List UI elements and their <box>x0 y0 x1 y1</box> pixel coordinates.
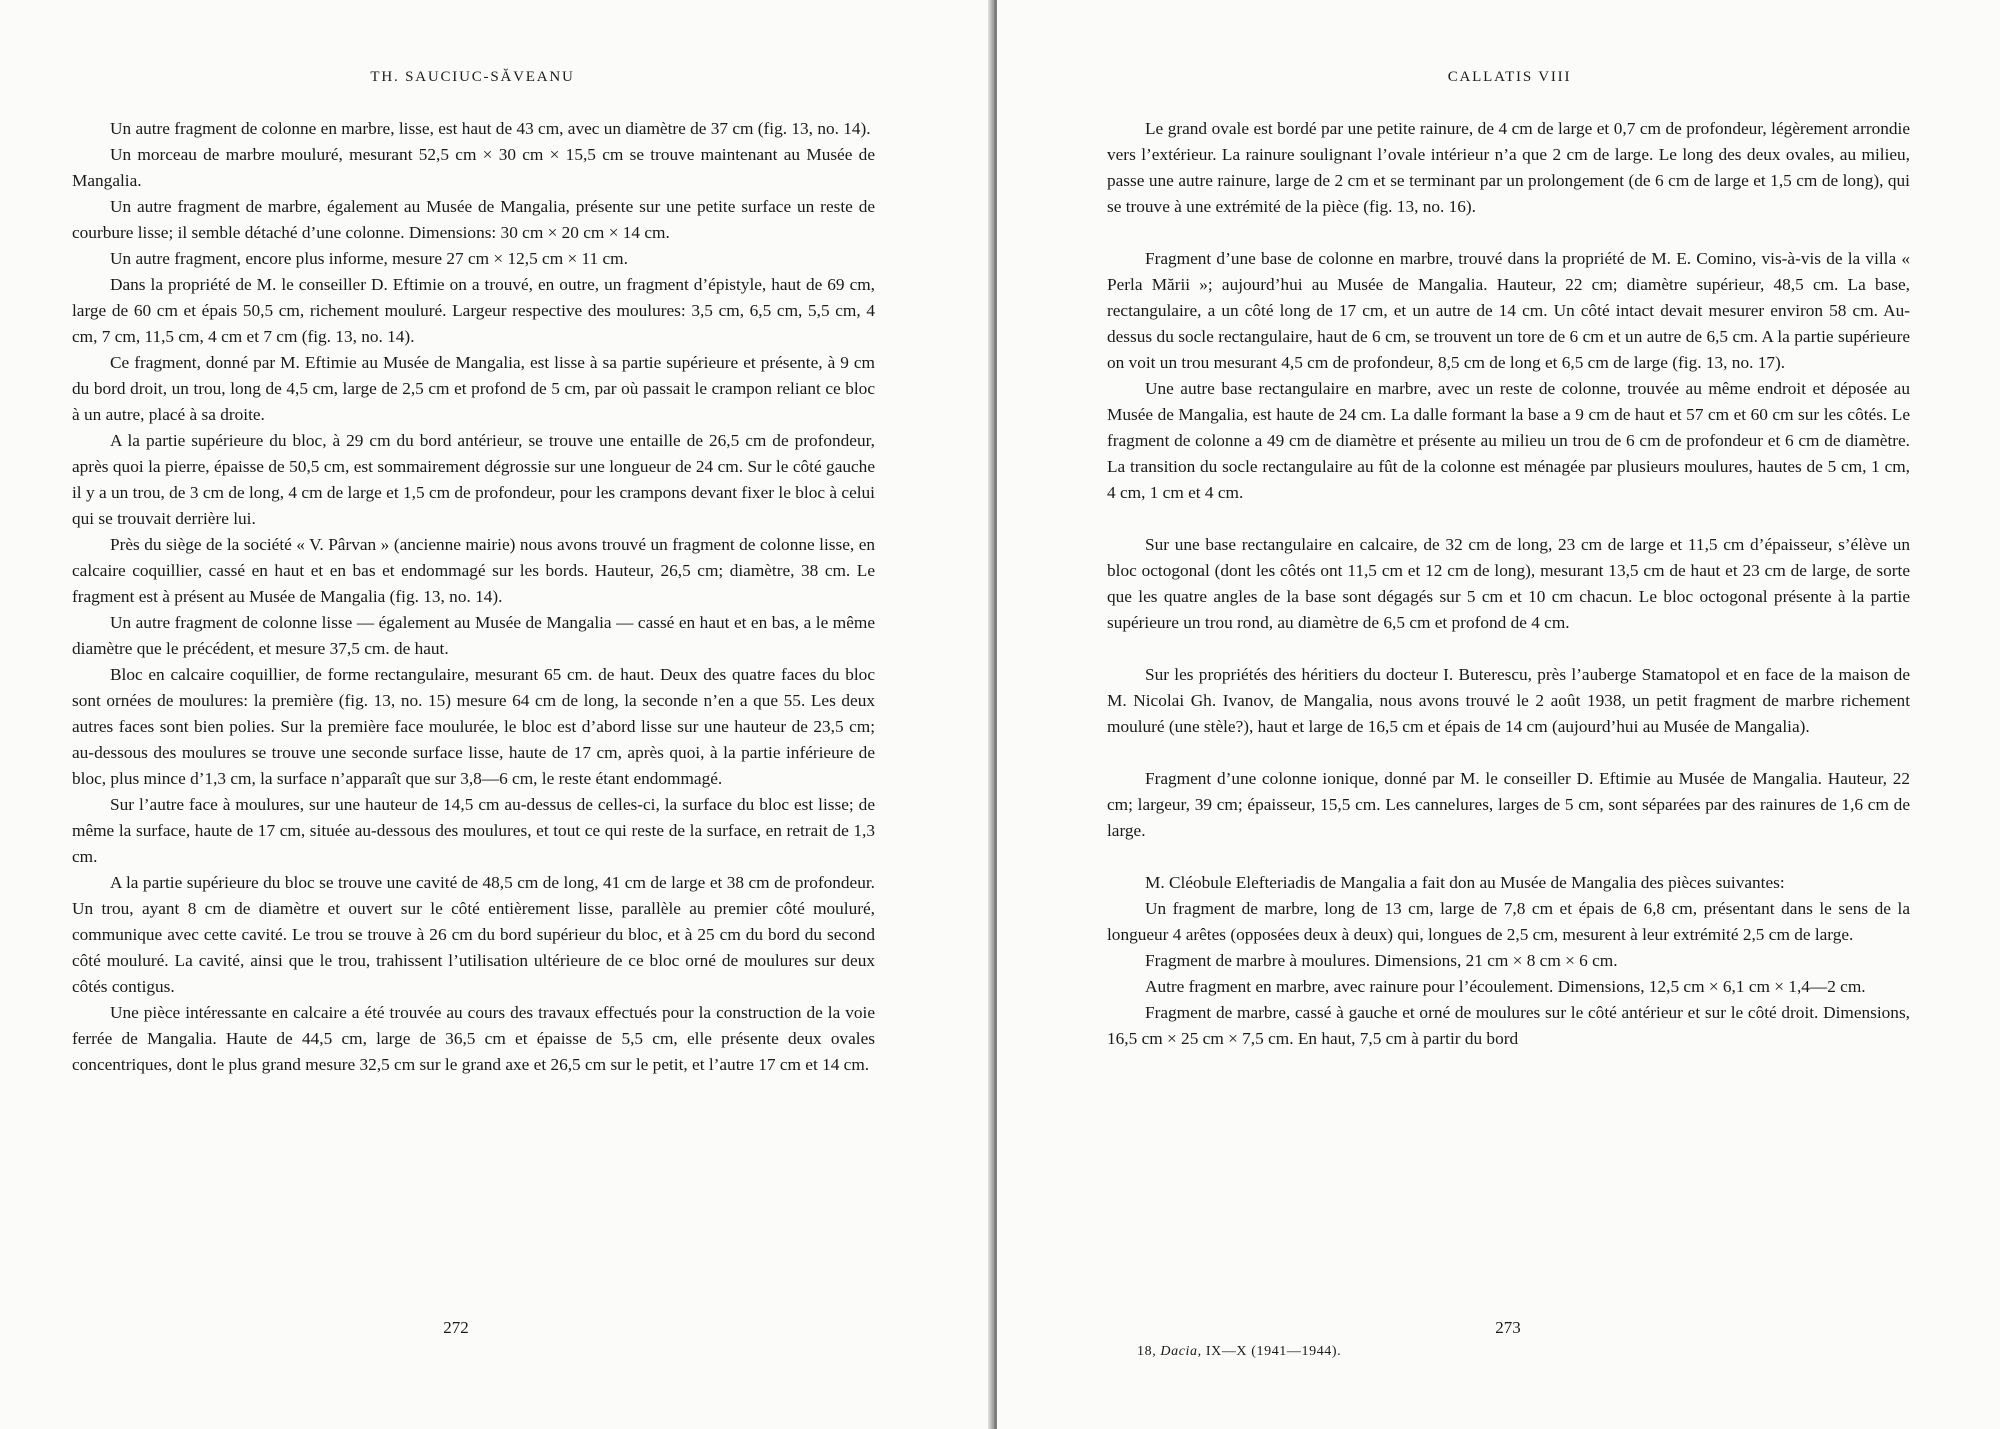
paragraph: Sur l’autre face à moulures, sur une hauteur de 14,5 cm au-dessus de celles-ci, la surface du bloc est lisse; de même la surface, haute de 17 cm, située au-dessous des moulures, et tout ce qui reste de la surface, en retrait de 1,3 cm. <box>72 795 875 866</box>
page-number: 273 <box>1495 1318 1521 1337</box>
paragraph: Un autre fragment de marbre, également au Musée de Mangalia, présente sur une petite surface un reste de courbure lisse; il semble détaché d’une colonne. Dimensions: 30 cm × 20 cm × 14 cm. <box>72 197 875 242</box>
paragraph: M. Cléobule Elefteriadis de Mangalia a fait don au Musée de Mangalia des pièces suivantes: <box>1145 873 1785 892</box>
paragraph: Une autre base rectangulaire en marbre, avec un reste de colonne, trouvée au même endroit et déposée au Musée de Mangalia, est haute de 24 cm. La dalle formant la base a 9 cm de haut et 57 cm et 60 cm sur les côtés. Le fragment de colonne a 49 cm de diamètre et présente au milieu un trou de 6 cm de profondeur et 6 cm de diamètre. La transition du socle rectangulaire au fût de la colonne est ménagée par plusieurs moulures, hautes de 5 cm, 1 cm, 4 cm, 1 cm et 4 cm. <box>1107 379 1910 502</box>
left-page <box>0 0 993 1429</box>
paragraph: A la partie supérieure du bloc se trouve une cavité de 48,5 cm de long, 41 cm de large et 38 cm de profondeur. Un trou, ayant 8 cm de diamètre et ouvert sur le côté entièrement lisse, parallèle au premier côté mouluré, communique avec cette cavité. Le trou se trouve à 26 cm du bord supérieur du bloc, et à 25 cm du bord du second côté mouluré. La cavité, ainsi que le trou, trahissent l’utilisation ultérieure de ce bloc orné de moulures sur deux côtés contigus. <box>72 873 875 996</box>
right-page-body <box>1107 116 1910 1052</box>
paragraph: Fragment de marbre, cassé à gauche et orné de moulures sur le côté antérieur et sur le côté droit. Dimensions, 16,5 cm × 25 cm × 7,5 cm. En haut, 7,5 cm à partir du bord <box>1107 1003 1910 1048</box>
paragraph: Sur une base rectangulaire en calcaire, de 32 cm de long, 23 cm de large et 11,5 cm d’épaisseur, s’élève un bloc octogonal (dont les côtés ont 11,5 cm et 12 cm de long), mesurant 13,5 cm de haut et 23 cm de large, de sorte que les quatre angles de la base sont dégagés sur 5 cm et 10 cm chacun. Le bloc octogonal présente à la partie supérieure un trou rond, au diamètre de 6,5 cm et profond de 4 cm. <box>1107 535 1910 632</box>
paragraph: Ce fragment, donné par M. Eftimie au Musée de Mangalia, est lisse à sa partie supérieure et présente, à 9 cm du bord droit, un trou, long de 4,5 cm, large de 2,5 cm et profond de 5 cm, par où passait le crampon reliant ce bloc à un autre, placé à sa droite. <box>72 353 875 424</box>
paragraph: Dans la propriété de M. le conseiller D. Eftimie on a trouvé, en outre, un fragment d’épistyle, haut de 69 cm, large de 60 cm et épais 50,5 cm, richement mouluré. Largeur respective des moulures: 3,5 cm, 6,5 cm, 5,5 cm, 4 cm, 7 cm, 11,5 cm, 4 cm et 7 cm (fig. 13, no. 14). <box>72 275 875 346</box>
running-head-author: TH. SAUCIUC-SĂVEANU <box>370 69 575 85</box>
paragraph: Fragment d’une colonne ionique, donné par M. le conseiller D. Eftimie au Musée de Mangalia. Hauteur, 22 cm; largeur, 39 cm; épaisseur, 15,5 cm. Les cannelures, larges de 5 cm, sont séparées par des rainures de 1,6 cm de large. <box>1107 769 1910 840</box>
right-page <box>997 0 2000 1429</box>
footer-volume: IX—X (1941—1944). <box>1205 1344 1342 1359</box>
paragraph: Bloc en calcaire coquillier, de forme rectangulaire, mesurant 65 cm. de haut. Deux des quatre faces du bloc sont ornées de moulures: la première (fig. 13, no. 15) mesure 64 cm de long, la seconde n’en a que 55. Les deux autres faces sont bien polies. Sur la première face moulurée, le bloc est d’abord lisse sur une hauteur de 23,5 cm; au-dessous des moulures se trouve une seconde surface lisse, haute de 17 cm, après quoi, à la partie inférieure de bloc, plus mince d’1,3 cm, la surface n’apparaît que sur 3,8—6 cm, le reste étant endommagé. <box>72 665 875 788</box>
paragraph: Une pièce intéressante en calcaire a été trouvée au cours des travaux effectués pour la construction de la voie ferrée de Mangalia. Haute de 44,5 cm, large de 36,5 cm et épaisse de 5,5 cm, elle présente deux ovales concentriques, dont le plus grand mesure 32,5 cm sur le grand axe et 26,5 cm sur le petit, et l’autre 17 cm et 14 cm. <box>72 1003 875 1074</box>
paragraph: Fragment de marbre à moulures. Dimensions, 21 cm × 8 cm × 6 cm. <box>1145 951 1618 970</box>
page-number: 272 <box>443 1318 469 1337</box>
paragraph: Autre fragment en marbre, avec rainure pour l’écoulement. Dimensions, 12,5 cm × 6,1 cm × 1,4—2 cm. <box>1145 977 1866 996</box>
footer-signature-number: 18, <box>1137 1344 1157 1359</box>
paragraph: Un morceau de marbre mouluré, mesurant 52,5 cm × 30 cm × 15,5 cm se trouve maintenant au Musée de Mangalia. <box>72 145 875 190</box>
left-page-body <box>72 116 875 1078</box>
paragraph: Le grand ovale est bordé par une petite rainure, de 4 cm de large et 0,7 cm de profondeur, légèrement arrondie vers l’extérieur. La rainure soulignant l’ovale intérieur n’a que 2 cm de large. Le long des deux ovales, au milieu, passe une autre rainure, large de 2 cm et se terminant par un prolongement (de 6 cm de large et 1,5 cm de long), qui se trouve à une extrémité de la pièce (fig. 13, no. 16). <box>1107 119 1910 216</box>
paragraph: Un fragment de marbre, long de 13 cm, large de 7,8 cm et épais de 6,8 cm, présentant dans le sens de la longueur 4 arêtes (opposées deux à deux) qui, longues de 2,5 cm, mesurent à leur extrémité 2,5 cm de large. <box>1107 899 1910 944</box>
paragraph: Un autre fragment, encore plus informe, mesure 27 cm × 12,5 cm × 11 cm. <box>110 249 628 268</box>
paragraph: A la partie supérieure du bloc, à 29 cm du bord antérieur, se trouve une entaille de 26,5 cm de profondeur, après quoi la pierre, épaisse de 50,5 cm, est sommairement dégrossie sur une longueur de 24 cm. Sur le côté gauche il y a un trou, de 3 cm de long, 4 cm de large et 1,5 cm de profondeur, pour les crampons devant fixer le bloc à celui qui se trouvait derrière lui. <box>72 431 875 528</box>
paragraph: Fragment d’une base de colonne en marbre, trouvé dans la propriété de M. E. Comino, vis-à-vis de la villa « Perla Mării »; aujourd’hui au Musée de Mangalia. Hauteur, 22 cm; diamètre supérieur, 48,5 cm. La base, rectangulaire, a un côté long de 17 cm, et un autre de 14 cm. Un côté intact devait mesurer environ 58 cm. Au-dessus du socle rectangulaire, haut de 6 cm, se trouvent un tore de 6 cm et un autre de 6,5 cm. A la partie supérieure on voit un trou mesurant 4,5 cm de profondeur, 8,5 cm de long et 6,5 cm de large (fig. 13, no. 17). <box>1107 249 1910 372</box>
running-head-title: CALLATIS VIII <box>1447 69 1572 85</box>
paragraph: Un autre fragment de colonne en marbre, lisse, est haut de 43 cm, avec un diamètre de 37 cm (fig. 13, no. 14). <box>110 119 871 138</box>
paragraph: Près du siège de la société « V. Pârvan » (ancienne mairie) nous avons trouvé un fragment de colonne lisse, en calcaire coquillier, cassé en haut et en bas et endommagé sur les bords. Hauteur, 26,5 cm; diamètre, 38 cm. Le fragment est à présent au Musée de Mangalia (fig. 13, no. 14). <box>72 535 875 606</box>
paragraph: Un autre fragment de colonne lisse — également au Musée de Mangalia — cassé en haut et en bas, a le même diamètre que le précédent, et mesure 37,5 cm. de haut. <box>72 613 875 658</box>
signature-footer <box>1137 1344 1341 1360</box>
footer-journal-title: Dacia, <box>1160 1344 1202 1359</box>
paragraph: Sur les propriétés des héritiers du docteur I. Buterescu, près l’auberge Stamatopol et en face de la maison de M. Nicolai Gh. Ivanov, de Mangalia, nous avons trouvé le 2 août 1938, un petit fragment de marbre richement mouluré (une stèle?), haut et large de 16,5 cm et épais de 14 cm (aujourd’hui au Musée de Mangalia). <box>1107 665 1910 736</box>
